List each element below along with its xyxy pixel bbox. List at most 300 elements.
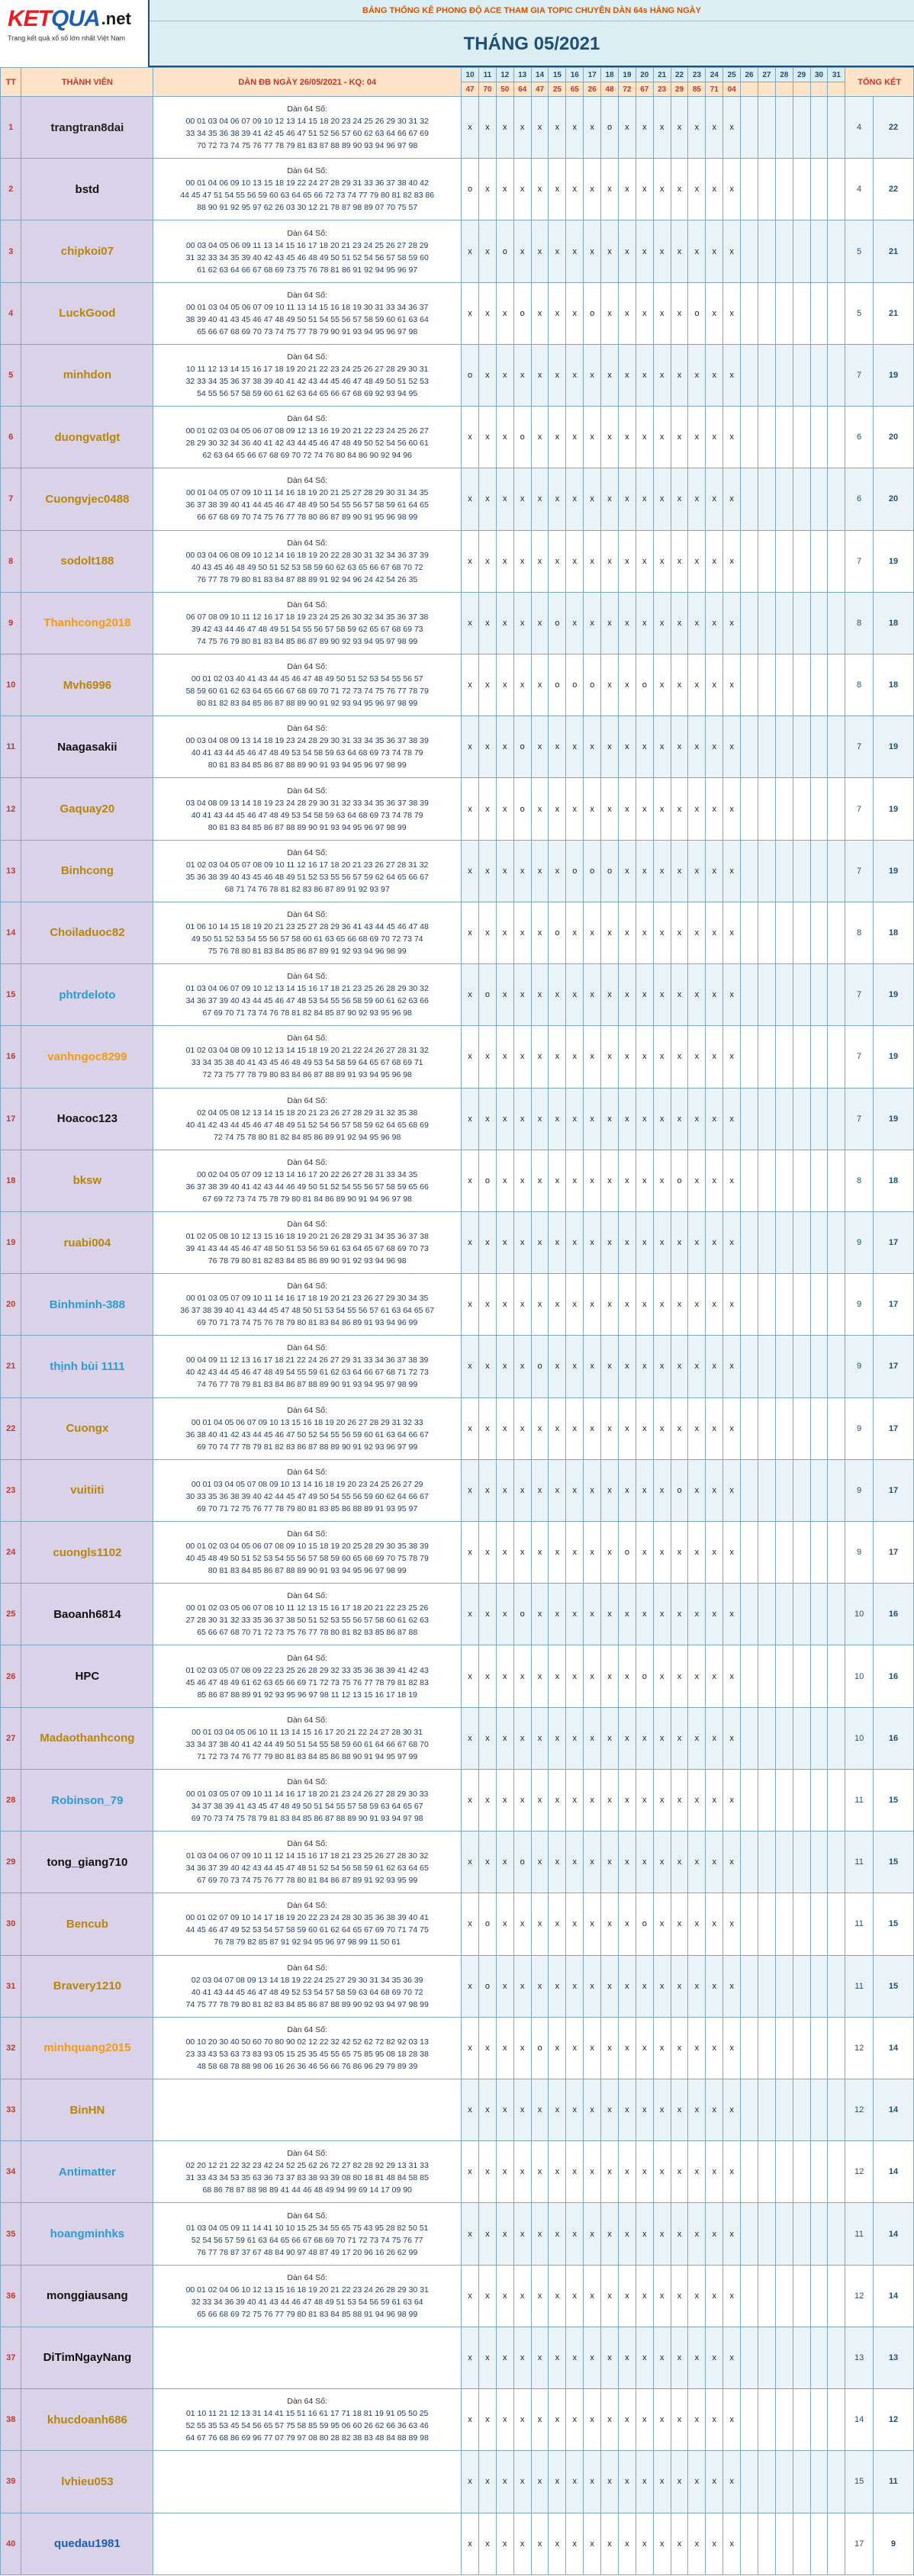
day-mark: x <box>549 530 566 592</box>
day-mark: x <box>549 282 566 344</box>
number-set-line: 00 01 03 04 05 07 08 09 10 13 14 16 18 19 20 23 24 25 26 27 29 <box>191 1479 423 1489</box>
member-number-set <box>153 1707 462 1769</box>
miss-count: 4 <box>845 159 874 220</box>
row-index: 23 <box>1 1459 21 1521</box>
number-set-line: 69 70 74 77 78 79 81 82 83 86 87 88 89 90 91 92 93 96 97 99 <box>197 1442 418 1452</box>
day-mark: x <box>513 1274 531 1336</box>
day-mark: x <box>513 1955 531 2017</box>
day-mark <box>775 1522 793 1584</box>
day-mark <box>810 220 828 282</box>
day-mark <box>741 2327 758 2388</box>
member-name[interactable]: Bencub <box>21 1893 153 1955</box>
day-mark <box>758 2513 775 2574</box>
member-name[interactable]: Cuongx <box>21 1397 153 1459</box>
day-mark: x <box>549 2389 566 2451</box>
number-set-line: 44 45 47 51 54 55 56 59 60 63 64 65 66 72 73 74 77 79 80 81 82 83 86 <box>180 191 435 201</box>
day-mark: x <box>566 2513 584 2574</box>
day-mark: x <box>688 1397 706 1459</box>
member-name[interactable]: chipkoi07 <box>21 220 153 282</box>
day-mark: x <box>584 778 601 840</box>
day-mark: x <box>566 1832 584 1893</box>
day-mark <box>758 1026 775 1088</box>
day-mark: x <box>531 1893 549 1955</box>
day-mark: x <box>723 1769 741 1831</box>
logo-suffix: .net <box>101 9 131 28</box>
day-mark: x <box>496 1584 513 1645</box>
member-row <box>1 592 914 654</box>
number-set-line: 40 41 43 44 45 46 47 48 49 53 54 58 59 63 64 68 69 73 74 78 79 <box>191 748 423 758</box>
result-cell: 23 <box>653 82 671 97</box>
day-mark: x <box>496 2017 513 2079</box>
day-mark <box>810 964 828 1026</box>
day-mark: x <box>531 2203 549 2265</box>
day-mark: x <box>671 159 688 220</box>
result-cell <box>775 82 793 97</box>
day-header: 18 <box>601 68 619 82</box>
day-mark <box>758 1645 775 1707</box>
number-set-label: Dàn 64 Số: <box>287 1715 327 1725</box>
result-cell: 67 <box>636 82 653 97</box>
day-mark <box>741 1150 758 1211</box>
day-mark: x <box>618 1707 636 1769</box>
day-mark: x <box>549 97 566 159</box>
site-logo[interactable] <box>0 0 150 67</box>
day-mark: x <box>566 407 584 468</box>
member-name[interactable]: Madaothanhcong <box>21 1707 153 1769</box>
day-mark: x <box>706 1832 723 1893</box>
number-set-line: 01 10 11 21 12 13 31 14 41 15 51 16 61 17 71 18 81 19 91 05 50 25 <box>185 2409 429 2419</box>
day-mark <box>793 282 810 344</box>
day-mark: x <box>688 220 706 282</box>
day-mark: x <box>618 1026 636 1088</box>
day-mark: o <box>618 1522 636 1584</box>
day-mark <box>828 344 845 406</box>
member-name[interactable]: Bravery1210 <box>21 1955 153 2017</box>
day-mark <box>793 2451 810 2513</box>
day-mark: x <box>462 2203 479 2265</box>
member-name[interactable]: Binhcong <box>21 840 153 902</box>
day-mark <box>793 344 810 406</box>
day-mark: x <box>636 1955 653 2017</box>
day-mark: x <box>549 1955 566 2017</box>
day-mark: x <box>653 2203 671 2265</box>
member-name[interactable]: khucdoanh686 <box>21 2389 153 2451</box>
day-mark: x <box>601 1088 619 1150</box>
member-name[interactable]: LuckGood <box>21 282 153 344</box>
member-name[interactable]: cuongls1102 <box>21 1522 153 1584</box>
day-mark: x <box>566 1645 584 1707</box>
total-score: 20 <box>873 407 913 468</box>
day-mark: x <box>723 1522 741 1584</box>
number-set-line: 00 01 02 03 40 41 43 44 45 46 47 48 49 50 51 52 53 54 55 56 57 <box>191 674 423 684</box>
day-mark <box>793 1274 810 1336</box>
number-set-line: 00 01 02 07 09 10 14 17 18 19 20 22 23 24 28 30 35 36 38 39 40 41 <box>185 1913 429 1923</box>
day-mark: x <box>549 1150 566 1211</box>
day-mark: x <box>531 2079 549 2141</box>
member-name[interactable]: Cuongvjec0488 <box>21 468 153 530</box>
member-name[interactable]: vanhngoc8299 <box>21 1026 153 1088</box>
number-set-line: 74 75 77 78 79 80 81 82 83 84 85 86 87 88 89 90 92 93 94 97 98 99 <box>185 1999 429 2009</box>
total-score: 16 <box>873 1645 913 1707</box>
day-mark: x <box>688 1522 706 1584</box>
member-name[interactable]: trangtran8dai <box>21 97 153 159</box>
day-mark <box>793 654 810 716</box>
member-name[interactable]: HPC <box>21 1645 153 1707</box>
member-number-set <box>153 964 462 1026</box>
result-cell <box>828 82 845 97</box>
day-mark: x <box>723 1584 741 1645</box>
day-mark: o <box>636 654 653 716</box>
member-name[interactable]: Mvh6996 <box>21 654 153 716</box>
day-mark: x <box>636 2203 653 2265</box>
day-mark: x <box>478 1832 496 1893</box>
col-header-dan: DÀN ĐB NGÀY 26/05/2021 - KQ: 04 <box>153 68 462 97</box>
result-cell: 04 <box>723 82 741 97</box>
miss-count: 15 <box>845 2451 874 2513</box>
day-mark <box>810 778 828 840</box>
day-mark: o <box>584 282 601 344</box>
day-mark <box>810 2017 828 2079</box>
member-name[interactable]: phtrdeloto <box>21 964 153 1026</box>
day-header: 27 <box>758 68 775 82</box>
day-mark: x <box>706 2451 723 2513</box>
day-header: 20 <box>636 68 653 82</box>
number-set-line: 03 04 08 09 13 14 18 19 23 24 28 29 30 31 32 33 34 35 36 37 38 39 <box>185 798 429 808</box>
day-mark <box>775 1026 793 1088</box>
day-mark <box>793 1832 810 1893</box>
day-mark: x <box>601 2203 619 2265</box>
number-set-line: 65 66 68 69 72 75 76 77 79 80 81 83 84 85 88 91 94 96 98 99 <box>197 2309 418 2319</box>
day-mark: x <box>478 407 496 468</box>
member-row <box>1 716 914 778</box>
day-mark <box>758 1274 775 1336</box>
day-mark: x <box>636 1769 653 1831</box>
day-mark <box>775 2079 793 2141</box>
day-mark <box>793 592 810 654</box>
day-mark <box>793 220 810 282</box>
day-mark: x <box>688 159 706 220</box>
day-mark: o <box>601 840 619 902</box>
day-mark: x <box>531 2451 549 2513</box>
day-header: 19 <box>618 68 636 82</box>
day-mark <box>741 1088 758 1150</box>
day-mark: x <box>496 2513 513 2574</box>
day-mark: x <box>496 964 513 1026</box>
member-number-set <box>153 1522 462 1584</box>
member-number-set <box>153 654 462 716</box>
day-mark: x <box>478 902 496 963</box>
day-mark <box>810 1459 828 1521</box>
day-mark: x <box>462 1336 479 1397</box>
logo-brand-blue: QUA <box>51 6 100 31</box>
row-index: 17 <box>1 1088 21 1150</box>
member-name[interactable]: Binhminh-388 <box>21 1274 153 1336</box>
member-name[interactable]: hoangminhks <box>21 2203 153 2265</box>
day-mark <box>741 1769 758 1831</box>
day-mark: x <box>584 1769 601 1831</box>
member-name[interactable]: Robinson_79 <box>21 1769 153 1831</box>
day-mark: x <box>653 840 671 902</box>
day-mark <box>758 282 775 344</box>
day-mark: x <box>462 654 479 716</box>
day-mark: o <box>584 840 601 902</box>
col-header-member: THÀNH VIÊN <box>21 68 153 97</box>
member-name[interactable]: minhquang2015 <box>21 2017 153 2079</box>
day-mark: x <box>636 964 653 1026</box>
total-score: 18 <box>873 1150 913 1211</box>
number-set-label: Dàn 64 Số: <box>287 1095 327 1105</box>
member-name[interactable]: Hoacoc123 <box>21 1088 153 1150</box>
day-mark: x <box>671 2017 688 2079</box>
miss-count: 14 <box>845 2389 874 2451</box>
number-set-label: Dàn 64 Số: <box>287 2211 327 2221</box>
day-mark: x <box>601 1955 619 2017</box>
day-mark: x <box>513 1211 531 1273</box>
row-index: 33 <box>1 2079 21 2141</box>
day-mark: x <box>601 1584 619 1645</box>
day-mark <box>810 97 828 159</box>
total-score: 17 <box>873 1274 913 1336</box>
member-row <box>1 1336 914 1397</box>
day-mark: x <box>671 1832 688 1893</box>
member-number-set <box>153 1832 462 1893</box>
day-mark: x <box>636 1274 653 1336</box>
member-number-set <box>153 2389 462 2451</box>
day-mark: x <box>618 1893 636 1955</box>
day-mark: x <box>636 530 653 592</box>
row-index: 24 <box>1 1522 21 1584</box>
day-mark: x <box>584 1459 601 1521</box>
number-set-label: Dàn 64 Số: <box>287 1343 327 1353</box>
header-title-area <box>150 0 914 66</box>
member-name[interactable]: Naagasakii <box>21 716 153 778</box>
day-mark: x <box>531 654 549 716</box>
member-name[interactable]: vuitiiti <box>21 1459 153 1521</box>
member-number-set <box>153 840 462 902</box>
day-mark: x <box>671 282 688 344</box>
day-mark: x <box>478 654 496 716</box>
day-mark: x <box>531 1584 549 1645</box>
day-mark: x <box>671 1397 688 1459</box>
day-mark: x <box>584 2141 601 2203</box>
day-mark: o <box>688 282 706 344</box>
day-mark: x <box>636 2265 653 2327</box>
total-score: 14 <box>873 2079 913 2141</box>
number-set-line: 28 29 30 32 34 36 40 41 42 43 44 45 46 47 48 49 50 52 54 56 60 61 <box>185 439 429 449</box>
total-score: 21 <box>873 282 913 344</box>
member-name[interactable]: monggiausang <box>21 2265 153 2327</box>
number-set-line: 27 28 30 31 32 33 35 36 37 38 50 51 52 53 55 56 57 58 60 61 62 63 <box>185 1616 429 1626</box>
day-mark: x <box>584 1026 601 1088</box>
day-mark: x <box>688 2389 706 2451</box>
number-set-line: 33 34 35 36 38 39 41 42 45 46 47 51 52 56 57 60 62 63 64 66 67 69 <box>185 129 429 139</box>
member-name[interactable]: sodolt188 <box>21 530 153 592</box>
day-mark: x <box>531 1522 549 1584</box>
number-set-line: 67 69 72 73 74 75 78 79 80 81 84 86 89 90 91 94 96 97 98 <box>202 1194 412 1204</box>
day-mark: x <box>636 716 653 778</box>
day-mark: x <box>496 344 513 406</box>
day-mark: x <box>462 2265 479 2327</box>
day-mark <box>810 1832 828 1893</box>
member-row <box>1 2079 914 2141</box>
day-mark: x <box>549 468 566 530</box>
day-mark <box>810 1397 828 1459</box>
row-index: 25 <box>1 1584 21 1645</box>
day-mark: x <box>618 1645 636 1707</box>
day-mark: x <box>462 902 479 963</box>
row-index: 15 <box>1 964 21 1026</box>
day-mark <box>793 2389 810 2451</box>
day-mark: x <box>462 778 479 840</box>
day-mark <box>758 716 775 778</box>
miss-count: 9 <box>845 1274 874 1336</box>
row-index: 16 <box>1 1026 21 1088</box>
day-mark: x <box>653 778 671 840</box>
miss-count: 7 <box>845 1026 874 1088</box>
day-mark: x <box>462 1707 479 1769</box>
row-index: 29 <box>1 1832 21 1893</box>
day-mark: x <box>513 2513 531 2574</box>
day-mark <box>758 592 775 654</box>
day-mark: x <box>566 2203 584 2265</box>
number-set-line: 40 42 43 44 45 46 47 48 49 54 55 59 61 62 63 64 66 67 68 71 72 73 <box>185 1368 429 1378</box>
member-number-set <box>153 159 462 220</box>
day-mark <box>828 1707 845 1769</box>
number-set-line: 85 86 87 88 89 91 92 93 95 96 97 98 11 12 13 15 16 17 18 19 <box>197 1690 417 1700</box>
day-mark: x <box>723 1397 741 1459</box>
row-index: 9 <box>1 592 21 654</box>
day-mark <box>828 778 845 840</box>
member-name[interactable]: lvhieu053 <box>21 2451 153 2513</box>
result-cell <box>810 82 828 97</box>
day-mark: x <box>531 344 549 406</box>
member-name[interactable]: Antimatter <box>21 2141 153 2203</box>
miss-count: 7 <box>845 716 874 778</box>
day-mark: x <box>618 159 636 220</box>
day-mark: x <box>706 1522 723 1584</box>
total-score: 11 <box>873 2451 913 2513</box>
member-name[interactable]: BinHN <box>21 2079 153 2141</box>
member-name[interactable]: quedau1981 <box>21 2513 153 2574</box>
day-mark: x <box>688 2079 706 2141</box>
day-mark: x <box>636 1336 653 1397</box>
day-mark: x <box>478 2265 496 2327</box>
day-mark: x <box>706 654 723 716</box>
day-mark <box>810 282 828 344</box>
total-score: 13 <box>873 2327 913 2388</box>
day-mark: x <box>618 530 636 592</box>
day-mark: x <box>462 468 479 530</box>
day-mark: x <box>706 468 723 530</box>
member-name[interactable]: Thanhcong2018 <box>21 592 153 654</box>
day-mark: x <box>566 2141 584 2203</box>
member-name[interactable]: ruabi004 <box>21 1211 153 1273</box>
day-mark: x <box>653 1211 671 1273</box>
member-name[interactable]: bksw <box>21 1150 153 1211</box>
day-header: 24 <box>706 68 723 82</box>
day-mark <box>828 840 845 902</box>
day-mark: x <box>653 530 671 592</box>
day-mark: x <box>618 1459 636 1521</box>
number-set-line: 48 58 68 78 88 98 06 16 26 36 46 56 66 76 86 96 29 79 89 39 <box>197 2061 418 2071</box>
day-mark: x <box>462 1459 479 1521</box>
total-score: 21 <box>873 220 913 282</box>
number-set-line: 00 01 02 03 04 05 06 07 08 09 12 13 16 19 20 21 22 23 24 25 26 27 <box>185 426 429 436</box>
member-name[interactable]: thịnh bùi 1111 <box>21 1336 153 1397</box>
day-mark: x <box>653 2141 671 2203</box>
number-set-line: 31 32 33 34 35 39 40 42 43 45 46 48 49 50 51 52 54 56 57 58 59 60 <box>185 252 429 262</box>
member-number-set <box>153 2203 462 2265</box>
member-name[interactable]: duongvatlgt <box>21 407 153 468</box>
day-mark: x <box>584 2513 601 2574</box>
day-mark <box>775 1274 793 1336</box>
day-mark: x <box>584 1955 601 2017</box>
member-name[interactable]: minhdon <box>21 344 153 406</box>
day-mark <box>775 1584 793 1645</box>
day-mark <box>775 2451 793 2513</box>
member-name[interactable]: Baoanh6814 <box>21 1584 153 1645</box>
day-mark: x <box>496 2451 513 2513</box>
day-mark <box>758 1336 775 1397</box>
miss-count: 8 <box>845 902 874 963</box>
day-mark <box>741 530 758 592</box>
day-mark: x <box>653 1522 671 1584</box>
day-mark: x <box>723 97 741 159</box>
day-mark <box>793 1026 810 1088</box>
number-set-line: 00 01 03 04 06 07 09 10 12 13 14 15 18 20 23 24 25 26 29 30 31 32 <box>185 117 429 127</box>
member-number-set <box>153 2017 462 2079</box>
day-mark <box>828 1336 845 1397</box>
member-name[interactable]: bstd <box>21 159 153 220</box>
day-mark: x <box>688 530 706 592</box>
member-name[interactable]: tong_giang710 <box>21 1832 153 1893</box>
day-mark: x <box>531 468 549 530</box>
day-mark: x <box>513 2141 531 2203</box>
day-mark: x <box>653 2265 671 2327</box>
day-mark: x <box>653 716 671 778</box>
member-name[interactable]: DiTimNgayNang <box>21 2327 153 2388</box>
day-mark <box>793 840 810 902</box>
number-set-line: 01 02 05 08 10 12 13 15 16 18 19 20 21 26 28 29 31 34 35 36 37 38 <box>185 1232 429 1242</box>
number-set-line: 76 78 79 82 85 87 91 92 94 95 96 97 98 99 11 50 61 <box>214 1938 401 1947</box>
member-row <box>1 1397 914 1459</box>
member-name[interactable]: Choiladuoc82 <box>21 902 153 963</box>
day-mark: x <box>549 1336 566 1397</box>
number-set-label: Dàn 64 Số: <box>287 2149 327 2159</box>
member-name[interactable]: Gaquay20 <box>21 778 153 840</box>
day-mark <box>810 902 828 963</box>
day-mark: x <box>723 2327 741 2388</box>
number-set-line: 00 01 02 03 05 06 07 08 10 11 12 13 15 16 17 18 20 21 22 23 25 26 <box>185 1603 429 1613</box>
day-mark: x <box>462 2513 479 2574</box>
number-set-line: 00 02 04 05 07 09 12 13 14 16 17 20 22 26 27 28 31 33 34 35 <box>197 1169 418 1179</box>
number-set-label: Dàn 64 Số: <box>287 724 327 734</box>
number-set-line: 40 43 45 46 48 49 50 51 52 53 58 59 60 62 63 65 66 67 68 70 72 <box>191 562 423 572</box>
member-number-set <box>153 716 462 778</box>
number-set-line: 64 67 76 68 86 69 96 77 07 79 97 08 80 28 82 38 83 48 84 88 89 98 <box>185 2433 429 2443</box>
day-mark: x <box>688 654 706 716</box>
row-index: 27 <box>1 1707 21 1769</box>
day-mark: x <box>618 344 636 406</box>
day-mark: x <box>618 468 636 530</box>
day-mark: x <box>723 1645 741 1707</box>
number-set-line: 69 70 73 74 75 78 79 81 83 84 85 86 87 88 89 90 91 93 94 97 98 <box>191 1814 423 1824</box>
day-mark <box>741 778 758 840</box>
day-header: 13 <box>513 68 531 82</box>
day-mark: x <box>671 2389 688 2451</box>
day-mark <box>741 1397 758 1459</box>
member-row <box>1 2017 914 2079</box>
